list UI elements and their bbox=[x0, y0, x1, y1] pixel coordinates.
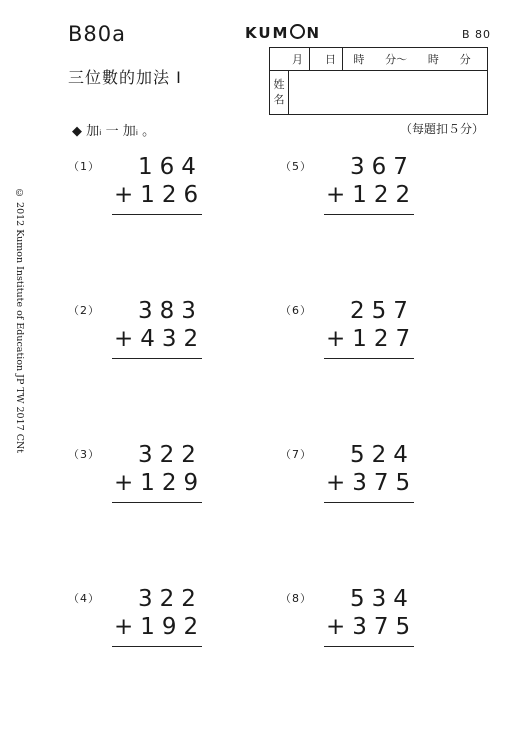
answer-line[interactable] bbox=[112, 214, 202, 215]
minute-start-label: 分～ bbox=[385, 53, 408, 66]
problem-top-number: 367 bbox=[350, 154, 415, 180]
problem-7 bbox=[280, 442, 480, 526]
problem-5 bbox=[280, 154, 480, 238]
problem-addend: +375 bbox=[326, 470, 418, 496]
month-label: 月 bbox=[292, 53, 303, 66]
day-label: 日 bbox=[325, 53, 336, 66]
problem-6 bbox=[280, 298, 480, 382]
answer-line[interactable] bbox=[112, 502, 202, 503]
problem-top-number: 534 bbox=[350, 586, 415, 612]
problem-addend: +126 bbox=[114, 182, 206, 208]
name-label-bottom: 名 bbox=[273, 93, 285, 106]
worksheet-title: 三位數的加法 Ⅰ bbox=[68, 68, 182, 87]
name-label bbox=[270, 70, 289, 114]
worksheet-code: B80a bbox=[68, 22, 126, 46]
problem-top-number: 383 bbox=[138, 298, 203, 324]
problem-addend: +432 bbox=[114, 326, 206, 352]
logo-text-left: KUM bbox=[245, 24, 290, 42]
answer-line[interactable] bbox=[324, 214, 414, 215]
answer-line[interactable] bbox=[112, 358, 202, 359]
worksheet-code-small: B 80 bbox=[462, 28, 492, 41]
logo-o-icon bbox=[290, 24, 305, 39]
problem-addend: +127 bbox=[326, 326, 418, 352]
problem-number: （2） bbox=[68, 304, 100, 317]
hour-start-label: 時 bbox=[353, 53, 365, 66]
answer-line[interactable] bbox=[324, 502, 414, 503]
problem-1 bbox=[68, 154, 268, 238]
problem-top-number: 524 bbox=[350, 442, 415, 468]
date-time-row bbox=[270, 48, 487, 71]
problem-top-number: 164 bbox=[138, 154, 203, 180]
name-label-top: 姓 bbox=[273, 78, 285, 91]
answer-line[interactable] bbox=[324, 646, 414, 647]
problem-number: （6） bbox=[280, 304, 312, 317]
problem-number: （3） bbox=[68, 448, 100, 461]
problem-addend: +192 bbox=[114, 614, 206, 640]
problem-number: （4） bbox=[68, 592, 100, 605]
problem-top-number: 322 bbox=[138, 586, 203, 612]
hour-end-label: 時 bbox=[427, 53, 439, 66]
student-info-box bbox=[269, 47, 488, 115]
problem-number: （5） bbox=[280, 160, 312, 173]
problem-addend: +122 bbox=[326, 182, 418, 208]
month-field[interactable] bbox=[270, 48, 310, 70]
problem-2 bbox=[68, 298, 268, 382]
kumon-logo bbox=[245, 24, 321, 42]
minute-end-label: 分 bbox=[459, 53, 471, 66]
problem-4 bbox=[68, 586, 268, 670]
copyright-note: © 2012 Kumon Institute of Education JP TW 2017 CNt bbox=[14, 188, 25, 454]
instruction-text: ◆ 加ᵢ 一 加ᵢ 。 bbox=[72, 124, 156, 139]
problem-top-number: 257 bbox=[350, 298, 415, 324]
answer-line[interactable] bbox=[324, 358, 414, 359]
problem-top-number: 322 bbox=[138, 442, 203, 468]
problem-addend: +375 bbox=[326, 614, 418, 640]
time-field[interactable] bbox=[343, 48, 487, 70]
problem-number: （8） bbox=[280, 592, 312, 605]
problem-number: （1） bbox=[68, 160, 100, 173]
problem-number: （7） bbox=[280, 448, 312, 461]
deduction-note: （每題扣５分） bbox=[400, 122, 485, 136]
problem-8 bbox=[280, 586, 480, 670]
day-field[interactable] bbox=[310, 48, 343, 70]
logo-text-right: N bbox=[306, 24, 322, 42]
problem-3 bbox=[68, 442, 268, 526]
problem-addend: +129 bbox=[114, 470, 206, 496]
answer-line[interactable] bbox=[112, 646, 202, 647]
